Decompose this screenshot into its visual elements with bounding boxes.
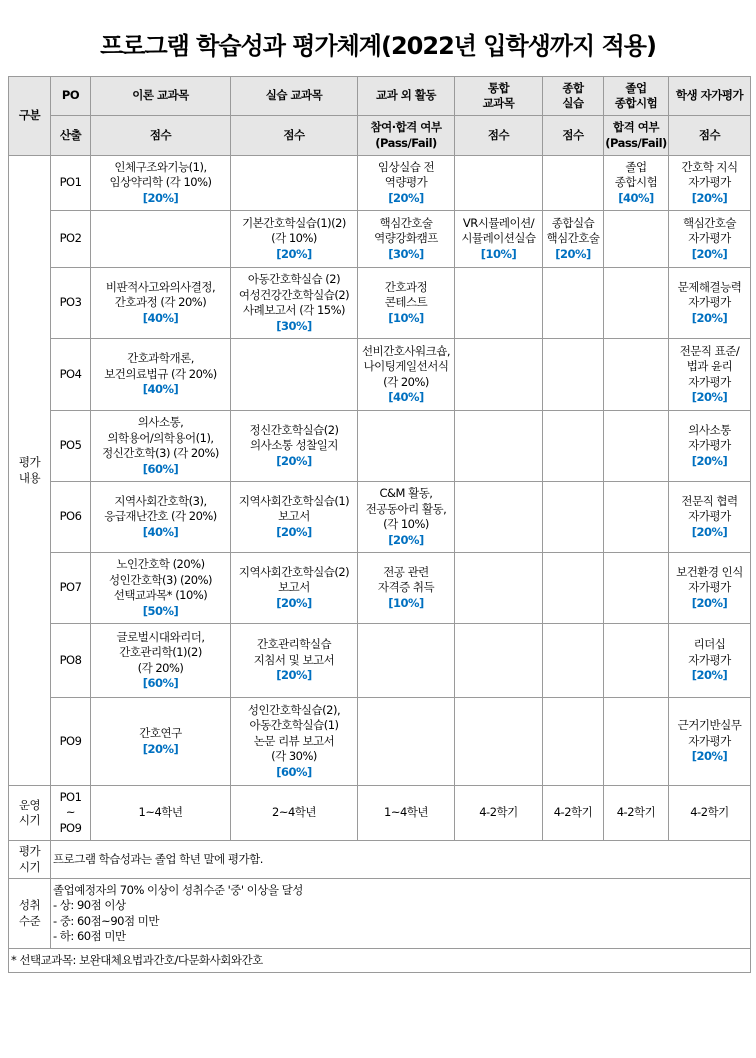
- cell-text: 실습: [562, 96, 584, 110]
- cell-text: 성인간호학실습(2),: [247, 702, 341, 717]
- header-col: [455, 77, 543, 116]
- cell-text: 산출: [59, 127, 82, 142]
- table-cell: [231, 156, 358, 211]
- cell-text: 리더십: [693, 637, 726, 652]
- table-cell: [543, 553, 604, 624]
- percent-weight: [40%]: [388, 390, 424, 404]
- percent-weight: [20%]: [691, 310, 728, 325]
- table-row: [9, 268, 751, 339]
- cell-text: (각 10%): [271, 231, 317, 246]
- eval-time-row: [9, 841, 751, 879]
- percent-weight: [20%]: [388, 532, 424, 547]
- cell-text: 점수: [698, 127, 721, 142]
- cell-text: 실습 교과목: [265, 88, 323, 103]
- po-label: PO5: [51, 411, 91, 482]
- cell-text: 간호과학개론,: [127, 351, 194, 366]
- cell-text: (각 20%): [383, 374, 429, 389]
- cell-text: 전공 관련: [383, 564, 429, 579]
- po-label: PO1: [51, 156, 91, 211]
- table-cell: [669, 553, 751, 624]
- table-cell: [91, 268, 231, 339]
- table-cell: [358, 698, 455, 786]
- cell-text: 합격 여부: [613, 120, 659, 134]
- table-cell: [543, 411, 604, 482]
- table-cell: [358, 339, 455, 411]
- header-col-sub: [604, 116, 669, 156]
- table-cell: [604, 211, 669, 268]
- percent-weight: [30%]: [388, 246, 424, 261]
- percent-weight: [30%]: [276, 318, 312, 333]
- table-cell: [543, 339, 604, 411]
- percent-weight: [20%]: [691, 453, 728, 468]
- cell-text: 아동간호학실습(1): [249, 718, 339, 733]
- cell-text: 시기: [18, 813, 41, 827]
- header-col-sub: [455, 116, 543, 156]
- percent-weight: [60%]: [276, 764, 312, 779]
- cell-text: (Pass/Fail): [375, 135, 437, 150]
- po-label: PO8: [51, 624, 91, 698]
- cell-text: 선택교과목* (10%): [113, 588, 208, 602]
- po-label: PO4: [51, 339, 91, 411]
- operation-value: 4-2학기: [604, 786, 669, 841]
- table-cell: [455, 482, 543, 553]
- cell-text: 핵심간호술: [682, 215, 737, 230]
- footnote-row: [9, 949, 751, 973]
- table-row: [9, 339, 751, 411]
- cell-text: 임상실습 전: [377, 159, 435, 174]
- cell-text: 근거기반실무: [677, 718, 742, 733]
- cell-text: 이론 교과목: [132, 88, 189, 103]
- table-cell: [669, 624, 751, 698]
- table-cell: [231, 339, 358, 411]
- header-row-2: [9, 116, 751, 156]
- table-row: [9, 553, 751, 624]
- percent-weight: [20%]: [276, 453, 312, 468]
- cell-text: 의사소통,: [137, 415, 184, 429]
- percent-weight: [20%]: [691, 524, 728, 539]
- cell-text: 전문직 표준/: [679, 343, 740, 358]
- table-cell: [543, 624, 604, 698]
- header-col-sub: [231, 116, 358, 156]
- cell-text: 보고서: [278, 580, 310, 595]
- operation-po: [51, 786, 91, 841]
- cell-text: 자가평가: [688, 295, 731, 310]
- header-col: [51, 77, 91, 116]
- percent-weight: [20%]: [142, 190, 179, 205]
- cell-text: 평가: [18, 455, 41, 469]
- table-row: [9, 411, 751, 482]
- percent-weight: [20%]: [276, 668, 312, 683]
- header-col: [604, 77, 669, 116]
- table-row: [9, 698, 751, 786]
- operation-label: [9, 786, 51, 841]
- po-label: PO2: [51, 211, 91, 268]
- table-cell: [231, 482, 358, 553]
- cell-text: (각 30%): [271, 749, 317, 764]
- cell-text: 성취: [18, 898, 41, 912]
- table-cell: [91, 482, 231, 553]
- cell-text: 간호관리학실습: [256, 637, 332, 652]
- cell-text: 운영: [18, 797, 41, 812]
- table-cell: [358, 482, 455, 553]
- cell-text: 간호관리학(1)(2): [119, 645, 202, 659]
- header-col-sub: [51, 116, 91, 156]
- cell-text: 학생 자가평가: [675, 88, 744, 103]
- table-cell: [455, 624, 543, 698]
- footnote: * 선택교과목: 보완대체요법과간호/다문화사회와간호: [9, 949, 751, 973]
- percent-weight: [20%]: [276, 524, 312, 539]
- cell-text: 참여·합격 여부: [370, 120, 442, 134]
- table-cell: [604, 411, 669, 482]
- operation-value: 2~4학년: [231, 786, 358, 841]
- table-cell: [669, 698, 751, 786]
- header-col: [358, 77, 455, 116]
- table-cell: [91, 339, 231, 411]
- cell-text: 간호과정: [384, 279, 428, 294]
- header-row-1: [9, 77, 751, 116]
- percent-weight: [40%]: [142, 310, 179, 325]
- header-col-sub: [669, 116, 751, 156]
- cell-text: 자가평가: [688, 652, 731, 667]
- cell-text: 시기: [18, 859, 41, 874]
- percent-weight: [20%]: [276, 595, 312, 610]
- operation-value: 4-2학기: [455, 786, 543, 841]
- percent-weight: [50%]: [142, 603, 179, 618]
- cell-text: 콘테스트: [384, 295, 428, 310]
- percent-weight: [20%]: [276, 246, 312, 261]
- table-cell: [358, 268, 455, 339]
- table-cell: [91, 698, 231, 786]
- table-cell: [231, 624, 358, 698]
- cell-text: (Pass/Fail): [605, 135, 667, 150]
- percent-weight: [20%]: [691, 668, 728, 683]
- table-row: [9, 624, 751, 698]
- cell-text: ~: [65, 805, 76, 820]
- table-cell: [231, 411, 358, 482]
- cell-text: 보건의료법규 (각 20%): [104, 366, 217, 381]
- table-cell: [455, 211, 543, 268]
- cell-text: 간호학 지식: [681, 159, 738, 174]
- cell-text: 교과목: [482, 96, 515, 110]
- table-row: [9, 156, 751, 211]
- page-title: 프로그램 학습성과 평가체계(2022년 입학생까지 적용): [100, 32, 656, 60]
- table-row: [9, 211, 751, 268]
- cell-text: 지침서 및 보고서: [253, 652, 335, 667]
- table-cell: [91, 211, 231, 268]
- percent-weight: [20%]: [388, 190, 424, 205]
- achievement-label: [9, 879, 51, 949]
- table-cell: [669, 268, 751, 339]
- cell-text: 사례보고서 (각 15%): [243, 303, 345, 317]
- cell-text: 자가평가: [688, 175, 731, 190]
- eval-time-label: [9, 841, 51, 879]
- cell-text: 자가평가: [688, 231, 731, 246]
- header-col: [91, 77, 231, 116]
- cell-text: VR시뮬레이션/: [462, 215, 535, 230]
- cell-text: 점수: [149, 127, 172, 142]
- cell-text: 응급재난간호 (각 20%): [104, 509, 217, 524]
- cell-text: 아동간호학실습 (2): [247, 272, 341, 286]
- table-cell: [543, 268, 604, 339]
- table-cell: [455, 411, 543, 482]
- cell-text: 교과 외 활동: [375, 88, 437, 103]
- operation-value: 1~4학년: [358, 786, 455, 841]
- cell-text: 전공동아리 활동,: [365, 501, 447, 516]
- percent-weight: [20%]: [691, 749, 728, 764]
- cell-text: 문제해결능력: [677, 279, 742, 294]
- cell-text: 자가평가: [688, 733, 731, 748]
- table-cell: [669, 211, 751, 268]
- table-cell: [91, 156, 231, 211]
- cell-text: 임상약리학 (각 10%): [109, 175, 212, 190]
- percent-weight: [40%]: [618, 190, 654, 205]
- cell-text: 졸업: [625, 159, 647, 174]
- cell-text: 의사소통: [688, 422, 731, 437]
- header-col: [669, 77, 751, 116]
- table-cell: [358, 211, 455, 268]
- cell-text: 보고서: [278, 509, 310, 524]
- table-cell: [669, 339, 751, 411]
- table-cell: [358, 156, 455, 211]
- table-cell: [358, 553, 455, 624]
- operation-row: [9, 786, 751, 841]
- table-cell: [455, 698, 543, 786]
- table-cell: [231, 698, 358, 786]
- cell-text: 종합시험: [614, 96, 658, 110]
- percent-weight: [60%]: [142, 461, 179, 476]
- cell-text: 논문 리뷰 보고서: [253, 733, 335, 748]
- header-col-sub: [543, 116, 604, 156]
- cell-text: 점수: [562, 127, 584, 142]
- cell-text: 의사소통 성찰일지: [249, 438, 339, 453]
- operation-value: 4-2학기: [669, 786, 751, 841]
- cell-text: 역량강화캠프: [374, 231, 438, 246]
- cell-text: 자가평가: [688, 509, 731, 524]
- cell-text: 내용: [18, 470, 41, 485]
- header-gubun: 구분: [9, 77, 51, 156]
- header-col-sub: [358, 116, 455, 156]
- table-cell: [455, 553, 543, 624]
- header-col: [543, 77, 604, 116]
- po-label: PO9: [51, 698, 91, 786]
- eval-time-text: 프로그램 학습성과는 졸업 학년 말에 평가함.: [51, 841, 751, 879]
- table-cell: [455, 339, 543, 411]
- table-cell: [91, 553, 231, 624]
- percent-weight: [40%]: [142, 524, 179, 539]
- table-cell: [231, 268, 358, 339]
- cell-text: 자가평가: [688, 580, 731, 595]
- percent-weight: [20%]: [142, 741, 179, 756]
- achievement-row: [9, 879, 751, 949]
- cell-text: 비판적사고와의사결정,: [105, 279, 216, 294]
- table-cell: [91, 624, 231, 698]
- percent-weight: [20%]: [691, 595, 728, 610]
- header-col: [231, 77, 358, 116]
- table-cell: [455, 268, 543, 339]
- cell-text: 졸업: [625, 80, 647, 95]
- table-cell: [543, 211, 604, 268]
- percent-weight: [20%]: [555, 246, 591, 261]
- table-cell: [604, 268, 669, 339]
- cell-text: 자가평가: [688, 374, 731, 389]
- cell-text: 여성건강간호학실습(2): [238, 287, 350, 302]
- cell-text: 자격증 취득: [377, 580, 435, 595]
- cell-text: PO1: [59, 789, 82, 804]
- header-col-sub: [91, 116, 231, 156]
- table-cell: [455, 156, 543, 211]
- cell-text: 핵심간호술: [546, 231, 600, 246]
- table-cell: [543, 156, 604, 211]
- cell-text: 수준: [18, 913, 41, 928]
- table-cell: [358, 411, 455, 482]
- table-row: [9, 482, 751, 553]
- table-cell: [543, 482, 604, 553]
- table-cell: [604, 624, 669, 698]
- cell-text: 간호연구: [139, 726, 182, 740]
- cell-text: 간호과정 (각 20%): [114, 295, 207, 310]
- percent-weight: [20%]: [691, 390, 728, 404]
- table-cell: [604, 553, 669, 624]
- cell-text: 시뮬레이션실습: [461, 231, 536, 246]
- percent-weight: [10%]: [480, 246, 517, 261]
- table-cell: [604, 482, 669, 553]
- cell-text: 노인간호학 (20%): [116, 557, 205, 571]
- cell-text: 전문직 협력: [681, 493, 738, 508]
- table-cell: [669, 156, 751, 211]
- achievement-text: [51, 879, 751, 949]
- cell-text: 핵심간호술: [379, 215, 433, 230]
- table-cell: [91, 411, 231, 482]
- percent-weight: [10%]: [388, 595, 424, 610]
- cell-text: 정신간호학(3) (각 20%): [102, 446, 219, 460]
- cell-text: 점수: [283, 127, 305, 142]
- table-cell: [604, 698, 669, 786]
- cell-text: 종합실습: [551, 215, 595, 230]
- percent-weight: [20%]: [691, 190, 728, 205]
- cell-text: PO9: [59, 820, 82, 835]
- table-cell: [604, 339, 669, 411]
- percent-weight: [40%]: [142, 382, 179, 397]
- cell-text: 점수: [487, 127, 510, 142]
- cell-text: 종합시험: [614, 175, 658, 190]
- achievement-line: - 중: 60점~90점 미만: [53, 913, 159, 928]
- cell-text: C&M 활동,: [379, 486, 433, 500]
- cell-text: 의학용어/의학용어(1),: [107, 430, 214, 445]
- cell-text: 인체구조와기능(1),: [114, 159, 207, 174]
- achievement-line: - 하: 60점 미만: [53, 929, 126, 943]
- achievement-line: 졸업예정자의 70% 이상이 성취수준 '중' 이상을 달성: [53, 882, 303, 897]
- cell-text: 성인간호학(3) (20%): [108, 572, 213, 587]
- table-cell: [231, 211, 358, 268]
- cell-text: 기본간호학실습(1)(2): [242, 215, 346, 230]
- cell-text: 선비간호사워크숍,: [361, 343, 451, 358]
- cell-text: 자가평가: [688, 438, 731, 453]
- table-cell: [669, 411, 751, 482]
- cell-text: 지역사회간호학(3),: [114, 493, 207, 508]
- eval-content-label: [9, 156, 51, 786]
- table-cell: [231, 553, 358, 624]
- percent-weight: [60%]: [142, 676, 179, 690]
- cell-text: 정신간호학실습(2): [249, 422, 339, 437]
- po-label: PO6: [51, 482, 91, 553]
- po-evaluation-table: [8, 76, 751, 973]
- table-cell: [669, 482, 751, 553]
- percent-weight: [10%]: [388, 310, 424, 325]
- cell-text: 통합: [487, 80, 510, 95]
- cell-text: 나이팅게일선서식: [363, 359, 449, 373]
- operation-value: 4-2학기: [543, 786, 604, 841]
- table-cell: [543, 698, 604, 786]
- cell-text: 역량평가: [384, 175, 428, 190]
- percent-weight: [20%]: [691, 246, 728, 261]
- achievement-line: - 상: 90점 이상: [53, 898, 126, 912]
- cell-text: PO: [61, 88, 80, 103]
- cell-text: 글로벌시대와리더,: [116, 629, 205, 644]
- cell-text: 지역사회간호학실습(2): [238, 564, 350, 579]
- cell-text: 평가: [18, 844, 41, 858]
- operation-value: 1~4학년: [91, 786, 231, 841]
- cell-text: 종합: [562, 80, 584, 95]
- table-cell: [604, 156, 669, 211]
- cell-text: 지역사회간호학실습(1): [238, 493, 350, 508]
- cell-text: 보건환경 인식: [676, 564, 743, 579]
- table-cell: [358, 624, 455, 698]
- cell-text: 법과 윤리: [686, 359, 733, 373]
- po-label: PO7: [51, 553, 91, 624]
- cell-text: (각 20%): [137, 660, 184, 675]
- cell-text: (각 10%): [383, 517, 429, 531]
- po-label: PO3: [51, 268, 91, 339]
